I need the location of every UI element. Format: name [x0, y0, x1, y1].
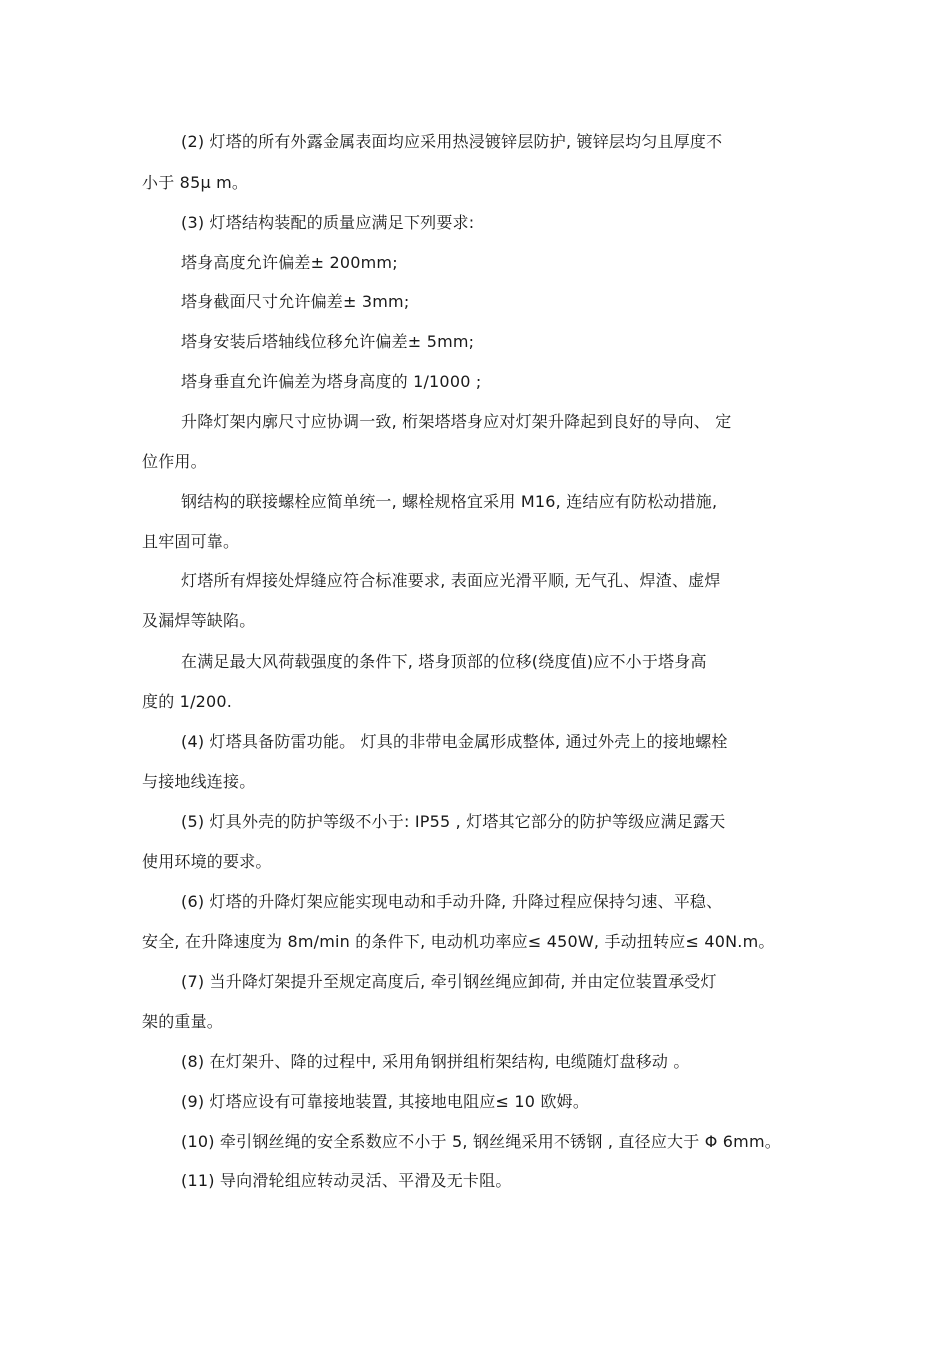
text-line: 度的 1/200. [142, 692, 233, 711]
text-line: 小于 85μ m。 [142, 173, 249, 192]
text-line: (2) 灯塔的所有外露金属表面均应采用热浸镀锌层防护, 镀锌层均匀且厚度不 [181, 132, 723, 151]
text-line: 及漏焊等缺陷。 [142, 611, 256, 630]
text-line: (3) 灯塔结构装配的质量应满足下列要求: [181, 213, 475, 232]
text-line: 塔身高度允许偏差± 200mm; [181, 253, 398, 272]
text-line: 塔身截面尺寸允许偏差± 3mm; [181, 292, 410, 311]
text-line: 使用环境的要求。 [142, 852, 272, 871]
text-line: (9) 灯塔应设有可靠接地装置, 其接地电阻应≤ 10 欧姆。 [181, 1092, 590, 1111]
text-line: (10) 牵引钢丝绳的安全系数应不小于 5, 钢丝绳采用不锈钢 , 直径应大于 Φ 6mm。 [181, 1132, 781, 1151]
text-line: 位作用。 [142, 452, 207, 471]
text-line: (7) 当升降灯架提升至规定高度后, 牵引钢丝绳应卸荷, 并由定位装置承受灯 [181, 972, 717, 991]
text-line: 灯塔所有焊接处焊缝应符合标准要求, 表面应光滑平顺, 无气孔、焊渣、虚焊 [181, 571, 721, 590]
text-line: 钢结构的联接螺栓应简单统一, 螺栓规格宜采用 M16, 连结应有防松动措施, [181, 492, 718, 511]
text-line: 塔身垂直允许偏差为塔身高度的 1/1000 ; [181, 372, 482, 391]
text-line: 在满足最大风荷载强度的条件下, 塔身顶部的位移(绕度值)应不小于塔身高 [181, 652, 707, 671]
text-line: (4) 灯塔具备防雷功能。 灯具的非带电金属形成整体, 通过外壳上的接地螺栓 [181, 732, 728, 751]
text-line: (11) 导向滑轮组应转动灵活、平滑及无卡阻。 [181, 1171, 512, 1190]
text-line: 且牢固可靠。 [142, 532, 240, 551]
text-line: (8) 在灯架升、降的过程中, 采用角钢拼组桁架结构, 电缆随灯盘移动 。 [181, 1052, 690, 1071]
text-line: (6) 灯塔的升降灯架应能实现电动和手动升降, 升降过程应保持匀速、平稳、 [181, 892, 723, 911]
text-line: 塔身安装后塔轴线位移允许偏差± 5mm; [181, 332, 475, 351]
text-line: 升降灯架内廓尺寸应协调一致, 桁架塔塔身应对灯架升降起到良好的导向、 定 [181, 412, 732, 431]
text-line: 与接地线连接。 [142, 772, 256, 791]
text-line: 架的重量。 [142, 1012, 224, 1031]
text-line: 安全, 在升降速度为 8m/min 的条件下, 电动机功率应≤ 450W, 手动扭转应≤ 40N.m。 [142, 932, 775, 951]
text-line: (5) 灯具外壳的防护等级不小于: IP55 , 灯塔其它部分的防护等级应满足露天 [181, 812, 726, 831]
